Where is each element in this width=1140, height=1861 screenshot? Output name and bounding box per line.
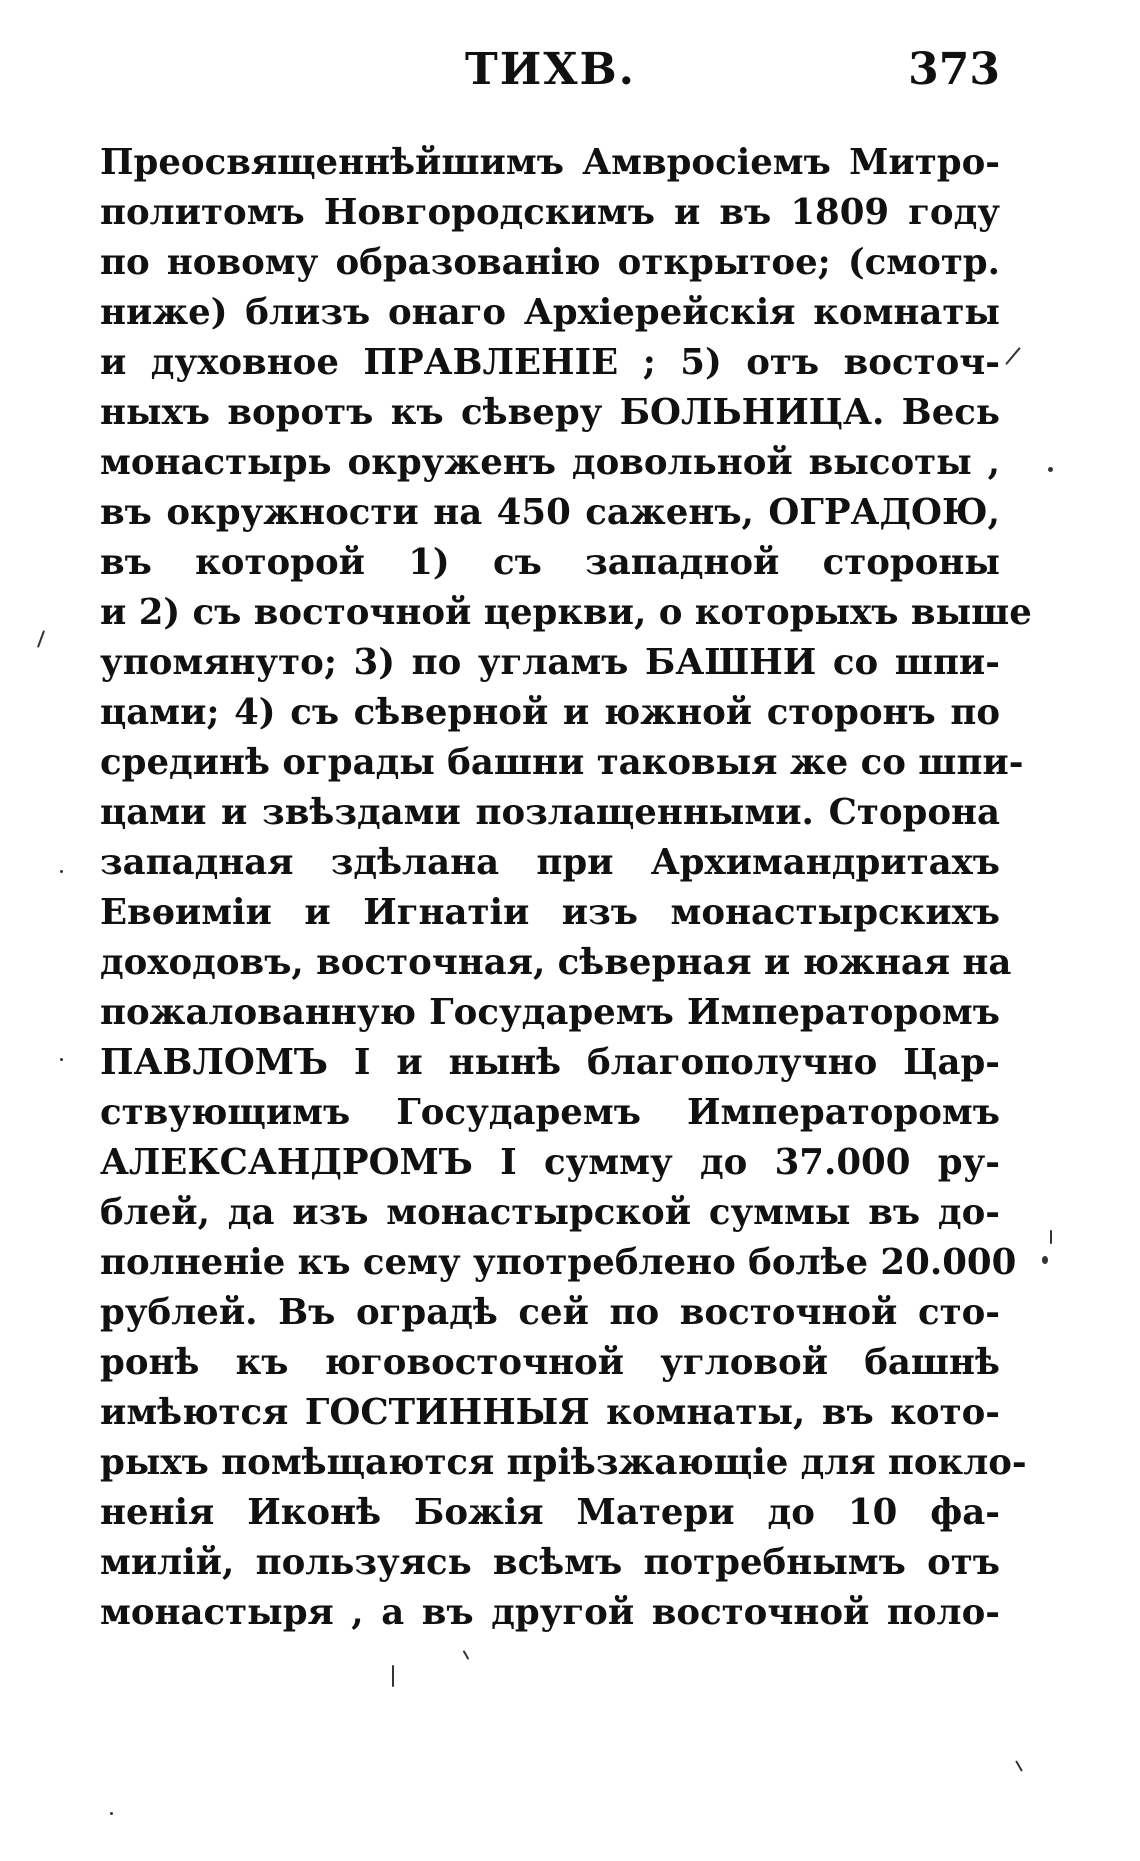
text-line: блей, да изъ монастырской суммы въ до- [100, 1192, 1000, 1233]
text-line: АЛЕКСАНДРОМЪ I сумму до 37.000 ру- [100, 1142, 1000, 1183]
scan-speck [1015, 1760, 1023, 1771]
text-line: полненіе къ сему употреблено болѣе 20.000 [100, 1242, 1017, 1283]
text-line: срединѣ ограды башни таковыя же со шпи- [100, 742, 1024, 783]
text-line: западная здѣлана при Архимандритахъ [100, 842, 1000, 883]
text-line: ниже) близъ онаго Архіерейскія комнаты [100, 292, 1000, 333]
page-number: 373 [908, 44, 1000, 95]
text-line: монастырь окруженъ довольной высоты , [100, 442, 1000, 483]
scan-speck [60, 870, 63, 873]
running-head [100, 44, 1000, 104]
text-line: ПАВЛОМЪ I и нынѣ благополучно Цар- [100, 1042, 1000, 1083]
body-text [100, 138, 1032, 1638]
text-line: милій, пользуясь всѣмъ потребнымъ отъ [100, 1542, 1000, 1583]
text-line: ныхъ воротъ къ сѣверу БОЛЬНИЦА. Весь [100, 392, 1000, 433]
scan-speck [110, 1812, 113, 1815]
text-line: Преосвященнѣйшимъ Амвросіемъ Митро- [100, 142, 1000, 183]
text-line: цами; 4) съ сѣверной и южной сторонъ по [100, 692, 1000, 733]
scan-speck [1042, 1256, 1048, 1264]
text-line: политомъ Новгородскимъ и въ 1809 году [100, 192, 1000, 233]
text-line: упомянуто; 3) по угламъ БАШНИ со шпи- [100, 642, 1000, 683]
text-line: монастыря , а въ другой восточной поло- [100, 1592, 1000, 1633]
scan-speck [1005, 347, 1021, 365]
text-line: ненія Иконѣ Божія Матери до 10 фа- [100, 1492, 1000, 1533]
scan-speck [463, 1650, 470, 1660]
text-line: цами и звѣздами позлащенными. Сторона [100, 792, 1000, 833]
text-line: ствующимъ Государемъ Императоромъ [100, 1092, 1000, 1133]
scan-speck [37, 630, 45, 648]
scan-speck [392, 1665, 394, 1687]
text-line: ронѣ къ юговосточной угловой башнѣ [100, 1342, 1000, 1383]
text-line: пожалованную Государемъ Императоромъ [100, 992, 1000, 1033]
text-line: въ окружности на 450 саженъ, ОГРАДОЮ, [100, 492, 1000, 533]
text-line: доходовъ, восточная, сѣверная и южная на [100, 942, 1012, 983]
scan-speck [1050, 1230, 1052, 1244]
text-line: и 2) съ восточной церкви, о которыхъ выше [100, 592, 1032, 633]
running-title: ТИХВ. [465, 44, 636, 95]
scan-speck [1048, 467, 1053, 472]
text-line: рублей. Въ оградѣ сей по восточной сто- [100, 1292, 1000, 1333]
text-line: рыхъ помѣщаются пріѣзжающіе для покло- [100, 1442, 1027, 1483]
scan-speck [60, 1058, 63, 1061]
text-line: и духовное ПРАВЛЕНІЕ ; 5) отъ восточ- [100, 342, 1000, 383]
text-line: имѣются ГОСТИННЫЯ комнаты, въ кото- [100, 1392, 1000, 1433]
text-line: въ которой 1) съ западной стороны [100, 542, 1000, 583]
text-line: Евѳиміи и Игнатіи изъ монастырскихъ [100, 892, 1000, 933]
text-line: по новому образованію открытое; (смотр. [100, 242, 1000, 283]
